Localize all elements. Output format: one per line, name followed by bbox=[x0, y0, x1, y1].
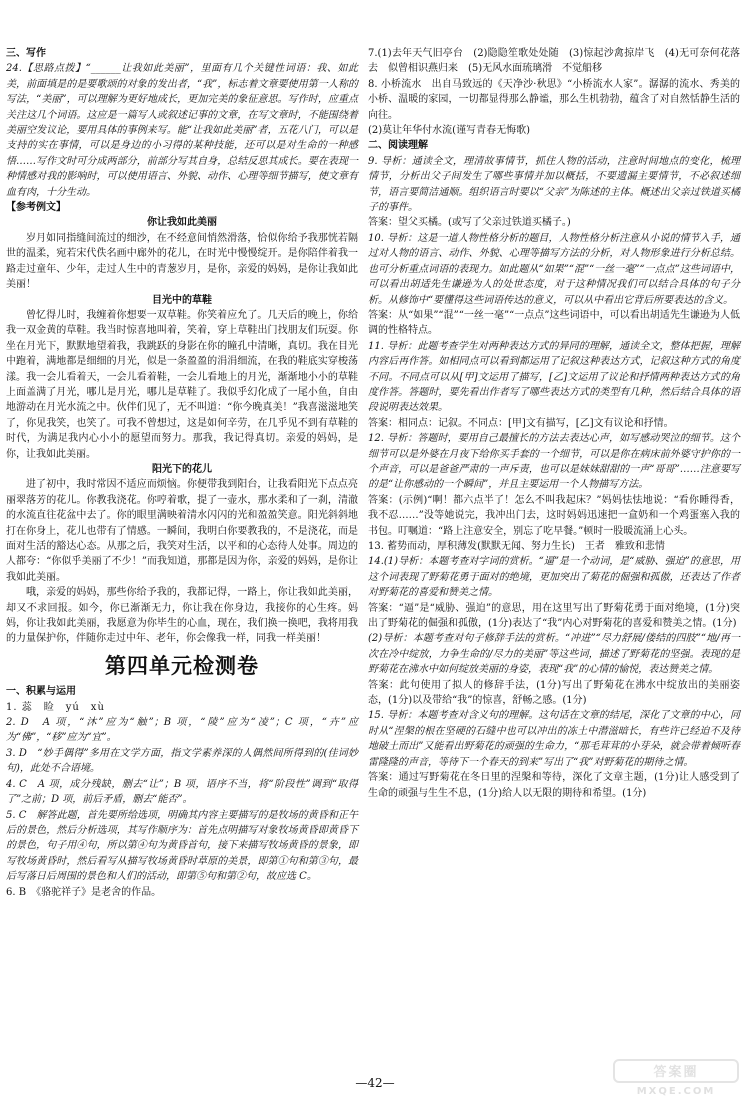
left-paragraph-6: 曾忆得儿时，我缠着你想要一双草鞋。你笑着应允了。几天后的晚上，你给我一双金黄的草鞋。我当时惊喜地叫着，笑着，穿上草鞋出门找朋友们玩耍。你坐在月光下，默默地望着我，我跳跃的身影在你的瞳孔中清晰，真切。我在目光中跑着，满地都是细细的月光，似是一条盈盈的涓涓细流，在我的鞋底实穿梭荡漾。我一会儿看着天，一会儿看着鞋，一会儿看地上的月光，渐渐地小小的草鞋上面盖满了月光，哪儿是月光，哪儿是草鞋了。我似乎幻化成了一尾小鱼，自由地游动在月光水流之中。伙伴们见了，无不叫道：“你今晚真美！”我喜滋滋地笑了，你见我笑，也笑了。可我不曾想过，这是如何辛劳，在几乎见不到有草鞋的时代，为满足我内心小小的愿望而努力。那我，我记得真切。亲爱的妈妈，是你，让我如此美丽。 bbox=[6, 309, 358, 460]
left-paragraph-7: 阳光下的花儿 bbox=[152, 463, 212, 475]
right-paragraph-15: (2)导析：本题考查对句子修辞手法的赏析。“冲进”“尽力舒展/偻结的四肢”“地/再一次在冷中绽放，力争生命的/尽力的美丽”等这些词，描述了野菊花的坚强。表现的是野菊花在沸水中如何绽放美丽的身姿，表现“我”的心情的愉悦，表达赞美之情。 bbox=[368, 633, 740, 676]
left-paragraph-4: 岁月如同指缝间流过的细沙，在不经意间悄然滑落，恰似你给予我那恍若隔世的温柔，宛若宋代佚名画中廊外的花儿，在时光中慢慢绽开。是你陪伴着我一路走过童年、少年，走过人生中的青葱岁月，是你，亲爱的妈妈，是你让我如此美丽！ bbox=[6, 232, 358, 291]
right-paragraph-10: 12. 导析：答题时，要用自己最擅长的方法去表达心声，如写感动哭泣的细节。这个细节可以是外婆在月夜下给你买手套的一个细节，可以是你在病床前外婆守护你的一个声音，可以是爸爸严肃的一声斥责，也可以是妹妹甜甜的一声“哥哥”……注意要写的是“让你感动的一个瞬间”，并且主要运用一个人物描写方法。 bbox=[368, 433, 740, 491]
right-paragraph-14: 答案：“逼”是“威胁、强迫”的意思，用在这里写出了野菊花勇于面对绝境，(1分)突出了野菊花的倔强和孤傲，(1分)表达了“我”内心对野菊花的喜爱和赞美之情。(1分) bbox=[368, 602, 740, 630]
left-paragraph-3: 你让我如此美丽 bbox=[147, 217, 217, 229]
watermark-logo bbox=[612, 1058, 740, 1098]
watermark-site: MXQE.COM bbox=[636, 1086, 716, 1097]
left-paragraph-12: 1. 蕊 睑 yú xù bbox=[6, 701, 105, 713]
right-paragraph-18: 答案：通过写野菊花在冬日里的涅槃和等待，深化了文章主题，(1分)让人感受到了生命的顽强与生生不息，(1分)给人以无限的期待和希望。(1分) bbox=[368, 772, 740, 799]
left-paragraph-5: 目光中的草鞋 bbox=[152, 294, 212, 306]
watermark-label: 答案圈 bbox=[653, 1065, 699, 1080]
left-paragraph-14: 3. D “妙手偶得”多用在文学方面，指文学素养深的人偶然间所得到的(佳词妙句)，此处不合语境。 bbox=[6, 747, 358, 775]
page-number: —42— bbox=[355, 1076, 395, 1090]
right-paragraph-4: 9. 导析：通读全文，理清故事情节，抓住人物的活动，注意时间地点的变化，梳理情节，分析出父子间发生了哪些事情并加以概括，不要遗漏主要情节，不必叙述细节，语言要简洁通顺。组织语言时要以“父亲”为陈述的主体。概述出父亲过铁道买橘子的事件。 bbox=[368, 155, 740, 214]
left-paragraph-11: 一、积累与运用 bbox=[6, 686, 76, 698]
left-paragraph-9: 哦，亲爱的妈妈，那些你给予我的，我都记得，一路上，你让我如此美丽，却又不求回报。如今，你已渐渐无力，你让我在你身边，我接你的心生疼。妈妈，你让我如此美丽，我愿意为你毕生的心血，现在，我们换一换吧，我将用我的力量保护你，伴随你走过中年、老年，你会像我一样，同我一样美丽！ bbox=[6, 587, 358, 645]
left-paragraph-8: 进了初中，我时常因不适应而烦恼。你便带我到阳台，让我看阳光下点点亮丽翠落芳的花儿。你教我浇花。你哼着歌，提了一壶水，那水柔和了一刹，清澈的水流直往花盆中去了。你的眼里满映着清水闪闪的光和盈盈笑意。阳光斜斜地打在你身上，花儿也带有了情感。一瞬间，我明白你要教我的，不是浇花，而是面对生活的豁达心态。从那之后，我笑对生活，以平和的心态待人处事。周边的人都夸：“你似乎美丽了不少！”而我知道，那都是因为你，亲爱的妈妈，是你让我如此美丽。 bbox=[6, 479, 358, 583]
right-paragraph-7: 答案：从“如果”“混”“一丝一毫”“一点点”这些词语中，可以看出胡适先生谦逊为人低调的性格特点。 bbox=[368, 309, 740, 337]
left-paragraph-17: 6. B 《骆驼祥子》是老舍的作品。 bbox=[6, 886, 162, 898]
right-paragraph-9: 答案：相同点：记叙。不同点：[甲]文有描写，[乙]文有议论和抒情。 bbox=[368, 417, 674, 429]
left-paragraph-0: 三、写作 bbox=[6, 48, 46, 59]
right-paragraph-6: 10. 导析：这是一道人物性格分析的题目，人物性格分析注意从小说的情节入手，通过对人物的语言、动作、外貌、心理等描写方法的分析，对人物形象进行分析总结。也可分析重点词语的表现力。如此题从“如果”“混”“一丝一毫”“一点点”这些词语中，可以看出胡适先生谦逊为人的处世态度，对于这种情况我们可以结合具体的句子分析。从修饰中“要懂得这些词语传达的意义，可以从中看出它背后所要表达的含义。 bbox=[368, 232, 740, 306]
left-paragraph-16: 5. C 解答此题，首先要所给选项，明确其内容主要描写的是牧场的黄昏和正午后的景色，然后分析选项，其写作顺序为：首先点明描写对象牧场黄昏即黄昏下的景色，句子用④句，所以第④句为黄昏首句，接下来描写牧场黄昏的景象，即写牧场黄昏时，然后看写从描写牧场黄昏时草原的美景，即第①句和第③句，最后写落日后周围的景色和人们的活动，即第⑤句和第②句，故应选 C。 bbox=[6, 809, 358, 883]
right-paragraph-3: 二、阅读理解 bbox=[368, 140, 428, 152]
right-paragraph-2: (2)莫让年华付水流(谨写青春无悔歌) bbox=[368, 125, 530, 137]
right-paragraph-8: 11. 导析：此题考查学生对两种表达方式的异同的理解，通读全文，整体把握，理解内容后再作答。如相同点可以看到都运用了记叙这种表达方式，记叙这种方式的角度不同。不同点可以从[甲]文运用了描写，[乙]文运用了议论和抒情两种表达方式的角度作答。答题时，要先看出作者写了哪些表达方式的类型有几种，然后结合具体的语段说明表达效果。 bbox=[368, 340, 740, 414]
left-paragraph-13: 2. D A 项，“沐”应为“触”；B 项，“陵”应为“凌”；C 项，“卉”应为“佛”，“移”应为“宜”。 bbox=[6, 717, 358, 744]
right-paragraph-0: 7.(1)去年天气旧亭台 (2)隐隐笙歌处处随 (3)惊起沙禽掠岸飞 (4)无可奈何花落去 似曾相识燕归来 (5)无风水面琉璃滑 不觉船移 bbox=[368, 48, 740, 75]
right-column bbox=[368, 46, 740, 801]
right-paragraph-12: 13. 蓄势而动，厚积薄发(默默无闻、努力生长) 王者 雅致和悲情 bbox=[368, 541, 665, 552]
right-paragraph-16: 答案：此句使用了拟人的修辞手法，(1分)写出了野菊花在沸水中绽放出的美丽姿态，(1分)以及带给“我”的惊喜，舒畅之感。(1分) bbox=[368, 679, 740, 707]
right-paragraph-11: 答案：(示例)“啊！都六点半了！怎么不叫我起床？”妈妈怯怯地说：“看你睡得香，我不忍……”没等她说完，我冲出门去，这时妈妈迅速把一盒奶和一个鸡蛋塞入我的书包。叮嘱道：“路上注意安全，别忘了吃早餐。”顿时一股暖流涌上心头。 bbox=[368, 494, 740, 537]
left-column bbox=[6, 46, 358, 900]
right-paragraph-13: 14.(1)导析：本题考查对字词的赏析。“逼”是一个动词，是“威胁、强迫”的意思，用这个词表现了野菊花勇于面对的绝境，更加突出了菊花的倔强和孤傲，还表达了作者对野菊花的喜爱和赞美之情。 bbox=[368, 556, 740, 599]
right-paragraph-17: 15. 导析：本题考查对含义句的理解。这句话在文章的结尾，深化了文章的中心，同时从“涅槃的根在坚硬的石缝中也可以冲出的冻土中潜滋暗长，有些许已经迫不及待地破土而出”又能看出野菊花的顽强的生命力，“那毛茸茸的小芽朵，就会带着倾听春雷隆隆的声音，等待下一个春天的到来”写出了“我”对野菊花的期待之情。 bbox=[368, 710, 740, 768]
left-paragraph-10: 第四单元检测卷 bbox=[105, 653, 259, 678]
right-paragraph-1: 8. 小桥流水 出自马致远的《天净沙·秋思》“小桥流水人家”。潺潺的流水、秀美的小桥、温暖的家园，一切都显得那么静谧，那么生机勃勃，蕴含了对自然恬静生活的向往。 bbox=[368, 78, 740, 121]
left-paragraph-1: 24.【思路点拨】“______让我如此美丽”，里面有几个关键性词语：我、如此美，前面填是的是要歌颂的对象的发出者，“我”，标志着文章要使用第一人称的写法，“美丽”，可以理解为更好地成长，更加完美的象征意思。写作时，应重点关注这几个词语。这应是一篇写人或叙述记事的文章，在写文章时，不能围绕着美丽空发议论，要用具体的事例来写。能“让我如此美丽”者，五花八门，可以是支持的实在事情，可以是身边的小习得的某种技能，还可以是对生命的一种感悟……写作文时可分成两部分，前部分写其自身，总结反思其成长。要在表现一种情感对我的影响时，可以使用语言、外貌、动作、心理等细节描写，使文章有血有肉，十分生动。 bbox=[6, 63, 358, 198]
left-paragraph-2: 【参考例文】 bbox=[6, 202, 66, 214]
left-paragraph-15: 4. C A 项，成分残缺，删去“让”；B 项，语序不当，将“阶段性”调到“取得了”之前；D 项，前后矛盾，删去“能否”。 bbox=[6, 778, 358, 806]
right-paragraph-5: 答案：望父买橘。(或写了父亲过铁道买橘子。) bbox=[368, 217, 571, 229]
